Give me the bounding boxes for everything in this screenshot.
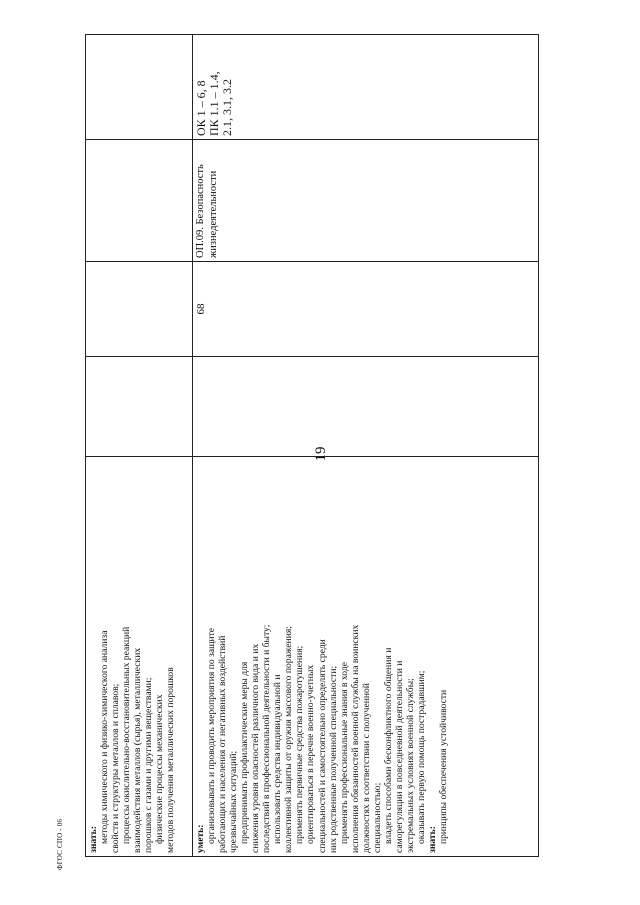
- text-line: оказывать первую помощь пострадавшим;: [415, 670, 427, 844]
- text-line: экстремальных условиях военной службы;: [404, 678, 416, 853]
- text-line: должностях в соответствии с полученной: [360, 683, 372, 853]
- text-line: методов получения металлических порошков: [165, 667, 177, 853]
- cell-empty: [86, 35, 193, 140]
- text-line: специальностью;: [371, 782, 383, 853]
- text-line: организовывать и проводить мероприятия по защите: [206, 627, 218, 844]
- know-header: знать:: [88, 826, 99, 853]
- cell-content-bottom: [193, 457, 539, 857]
- text-line: свойств и структуры металлов и сплавов;: [110, 683, 122, 853]
- hours-value: 68: [195, 303, 207, 315]
- text-line: работающих и населения от негативных воздействий: [217, 635, 229, 853]
- cell-competences: [193, 35, 539, 140]
- text-line: чрезвычайных ситуаций;: [228, 750, 240, 853]
- text-line: методы химического и физико-химического анализа: [99, 630, 111, 844]
- footer-code: ФГОС СПО - 06: [56, 818, 64, 870]
- table-row-bottom: [193, 35, 539, 857]
- cell-discipline: [193, 140, 539, 262]
- cell-empty: [193, 357, 539, 457]
- cell-empty: [86, 140, 193, 262]
- text-line: специальностей и самостоятельно определять среди: [316, 639, 328, 853]
- cell-empty: [86, 262, 193, 357]
- text-line: саморегуляции в повседневной деятельности и: [393, 660, 405, 853]
- text-line: взаимодействия металлов (сырья), металлических: [132, 647, 144, 853]
- know-header: знать:: [426, 826, 438, 853]
- discipline-name: ОП.09. Безопасность: [195, 164, 206, 258]
- text-line: порошков с газами и другими веществами;: [143, 677, 155, 853]
- cell-content-top: [86, 457, 193, 857]
- text-line: коллективной защиты от оружия массового поражения;: [283, 626, 295, 853]
- cell-hours: [193, 262, 539, 357]
- text-line: предпринимать профилактические меры для: [239, 661, 251, 844]
- competence-codes-pk: ПК 1.1 – 1.4,: [207, 71, 221, 136]
- discipline-name-cont: жизнедеятельности: [207, 170, 219, 258]
- competence-codes-ok: ОК 1 – 6, 8: [194, 80, 208, 136]
- text-line: последствий в профессиональной деятельности и быту;: [261, 624, 273, 853]
- skill-header: уметь:: [195, 824, 206, 853]
- text-line: исполнения обязанностей военной службы на воинских: [349, 624, 361, 853]
- cell-empty: [86, 357, 193, 457]
- table-row-top: [86, 35, 193, 857]
- text-line: физические процессы механических: [154, 694, 166, 844]
- text-line: принципы обеспечения устойчивости: [438, 689, 450, 844]
- text-line: использовать средства индивидуальной и: [272, 674, 284, 844]
- rotated-table-container: [85, 35, 539, 857]
- curriculum-table: [85, 34, 539, 857]
- competence-codes-pk-cont: 2.1, 3.1, 3.2: [220, 79, 234, 136]
- page-number: 19: [313, 446, 329, 462]
- text-line: применять первичные средства пожаротушения;: [294, 645, 306, 844]
- text-line: применять профессиональные знания в ходе: [338, 662, 350, 844]
- text-line: снижения уровня опасностей различного вида и их: [250, 643, 262, 853]
- text-line: процессы окислительно-восстановительных реакций: [121, 626, 133, 844]
- text-line: владеть способами бесконфликтного общения и: [382, 647, 394, 844]
- text-line: ориентироваться в перечне военно-учетных: [305, 664, 317, 844]
- text-line: них родственные полученной специальности;: [327, 665, 339, 853]
